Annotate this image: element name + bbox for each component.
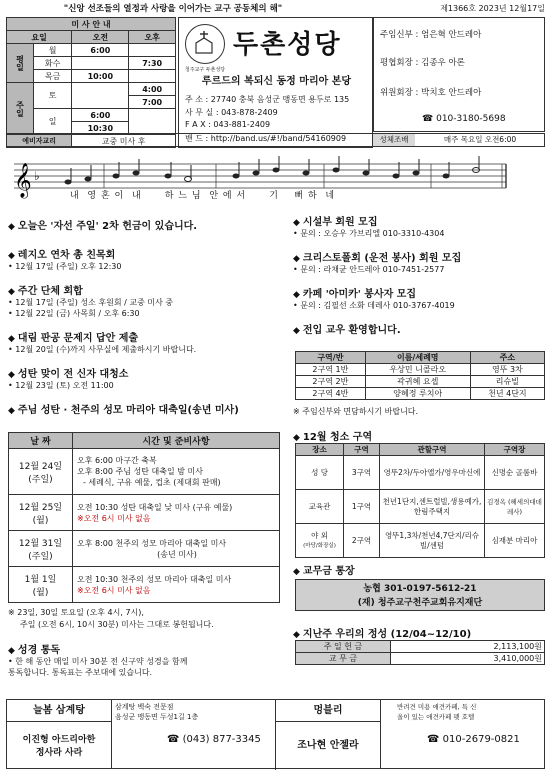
announce-title: ◆ 시설부 회원 모집 — [293, 217, 378, 228]
committee-line: 위원회장 : 박치호 안드레아 — [380, 88, 482, 98]
clean-zone: 3구역 — [344, 456, 380, 490]
pastor-line: 주임신부 : 엄은혁 안드레아 — [380, 30, 482, 40]
church-info-box — [178, 17, 373, 148]
member-zone: 2구역 4반 — [296, 388, 366, 400]
member-name: 곽귀혜 요셉 — [365, 376, 470, 388]
table-row — [296, 524, 545, 558]
prep-label: 예비자교리 — [7, 135, 72, 148]
announce-title: ◆ 대림 판공 문제지 답안 제출 — [8, 333, 139, 344]
member-name: 우상민 니콜라오 — [365, 364, 470, 376]
diamond-icon: ◆ — [8, 646, 15, 656]
ad-right-desc1: 반려견 미용 애견카페, 특 신 — [397, 703, 477, 711]
mass-am — [72, 57, 129, 70]
ad-left-name: 늘봄 삼계탕 — [7, 700, 112, 722]
mass-pm: 4:00 — [129, 83, 176, 96]
offering-title: ◆ 지난주 우리의 정성 (12/04~12/10) — [293, 629, 472, 640]
announce-title: ◆ 주간 단체 회합 — [8, 286, 83, 297]
christmas-title: ◆ 주님 성탄 · 천주의 성모 마리아 대축일(송년 미사) — [8, 405, 239, 416]
mass-am: 10:00 — [72, 70, 129, 83]
member-address: 리슈빌 — [470, 376, 544, 388]
col-time: 시간 및 준비사항 — [73, 433, 280, 449]
diamond-icon: ◆ — [293, 567, 300, 577]
ad-right-phone-number: 010-2679-0821 — [442, 734, 520, 745]
office-label: 사 무 실 — [185, 108, 214, 117]
mass-am — [72, 83, 129, 109]
address-value: : 27740 충북 음성군 맹동면 용두로 135 — [205, 95, 350, 104]
prep-value: 교중 미사 후 — [72, 135, 176, 148]
address-label: 주 소 — [185, 95, 203, 104]
table-row — [296, 653, 545, 665]
issue-info: 제1366호 2023년 12월17일 — [440, 4, 545, 13]
bible-line: 통독합니다. 통독표는 주보대에 있습니다. — [8, 668, 153, 677]
announce-bullet: • 12월 17일 (주일) 오후 12:30 — [8, 262, 122, 271]
mass-am: 6:00 — [72, 44, 129, 57]
clean-place: 교육관 — [296, 490, 344, 524]
event-date: 12월 25일 (월) — [9, 495, 73, 531]
new-members-table — [295, 351, 545, 400]
mass-am: 6:00 — [72, 109, 129, 122]
clean-leader: 김경옥 (헤세의대데레사) — [485, 490, 545, 524]
announce-bullet: • 문의 : 오승우 가브리엘 010-3310-4304 — [293, 229, 445, 238]
diamond-icon: ◆ — [293, 433, 300, 443]
bible-line: • 한 해 동안 매일 미사 30분 전 신구약 성경을 함께 — [8, 657, 188, 666]
diamond-icon: ◆ — [8, 406, 15, 416]
mass-day: 일 — [34, 109, 72, 135]
staff-phone-number: 010-3180-5698 — [436, 114, 506, 124]
ad-right-owner: 조나현 안젤라 — [276, 722, 381, 769]
ad-left-phone-number: (043) 877-3345 — [182, 734, 261, 745]
church-logo-icon — [185, 24, 225, 64]
diamond-icon: ◆ — [8, 251, 15, 261]
phone-icon: ☎ — [167, 734, 180, 745]
announce-bullet: • 12월 17일 (주일) 성소 후원회 / 교중 미사 중 — [8, 298, 174, 307]
mass-day: 목금 — [34, 70, 72, 83]
ad-left-addr1: 삼계탕 백숙 전문점 — [115, 703, 174, 711]
announce-bullet: • 문의 : 라채균 안드레아 010-7451-2577 — [293, 265, 445, 274]
fax-line — [185, 120, 270, 129]
col-area: 관할구역 — [380, 444, 485, 456]
band-link[interactable]: : http://band.us/#!/band/54160909 — [205, 134, 347, 143]
clean-area: 영뚜1,3차/천년4,7단지/리슈빌/센텀 — [380, 524, 485, 558]
mass-schedule-title: 미 사 안 내 — [7, 18, 176, 31]
ad-right-name: 멍블리 — [276, 700, 381, 722]
cleaning-table — [295, 443, 545, 558]
event-desc: 오후 8:00 천주의 성모 마리아 대축일 미사 (송년 미사) — [73, 531, 280, 567]
announce-bullet: • 문의 : 김필선 소화 데레사 010-3767-4019 — [293, 301, 455, 310]
clean-leader: 심재분 마리아 — [485, 524, 545, 558]
table-row — [296, 388, 545, 400]
col-am: 오전 — [72, 31, 129, 44]
bible-title: ◆ 성경 통독 — [8, 645, 61, 656]
col-pm: 오후 — [129, 31, 176, 44]
event-date: 12월 24일 (주일) — [9, 449, 73, 495]
table-row — [296, 641, 545, 653]
ad-right-phone — [427, 734, 520, 745]
mass-pm — [129, 70, 176, 83]
bible-section — [8, 641, 288, 678]
church-name: 두촌성당 — [233, 30, 342, 60]
clean-leader: 신명순 골롬바 — [485, 456, 545, 490]
mass-schedule-table — [6, 17, 176, 148]
right-announcements — [293, 213, 548, 336]
clean-zone: 2구역 — [344, 524, 380, 558]
col-leader: 구역장 — [485, 444, 545, 456]
band-label: 밴 드 — [185, 134, 203, 143]
diamond-icon: ◆ — [293, 290, 300, 300]
accounts-title: ◆ 교무금 통장 — [293, 566, 355, 577]
offering-table — [295, 640, 545, 665]
announce-title: ◆ 카페 '아미카' 봉사자 모집 — [293, 289, 417, 300]
ad-right-desc2: 올이 있는 애견카페 펫 호텔 — [397, 713, 475, 721]
weekday-label: 평일 — [7, 44, 34, 83]
left-announcements — [8, 217, 288, 416]
adoration-label: 성체조배 — [373, 134, 415, 146]
event-desc: 오후 6:00 마구간 축복 오후 8:00 주님 성탄 대축일 밤 미사 - 세례식, 구유 예물, 컵초 (제대회 판매) — [73, 449, 280, 495]
col-name: 이름/세례명 — [365, 352, 470, 364]
mass-day: 토 — [34, 83, 72, 109]
event-desc: 오전 10:30 천주의 성모 마리아 대축일 미사 ※오전 6시 미사 없음 — [73, 567, 280, 603]
christmas-footnote: ※ 23일, 30일 토요일 (오후 4시, 7시), — [8, 608, 144, 617]
event-date: 1월 1일 (월) — [9, 567, 73, 603]
announce-title: ◆ 레지오 연차 총 친목회 — [8, 250, 116, 261]
new-members-note: ※ 주임신부와 면담하시기 바랍니다. — [293, 407, 419, 416]
diamond-icon: ◆ — [293, 254, 300, 264]
offering-value: 3,410,000원 — [391, 653, 545, 665]
office-line — [185, 107, 278, 118]
mass-pm — [129, 44, 176, 57]
staff-box — [373, 17, 545, 132]
account-number: 농협 301-0197-5612-21 — [363, 584, 477, 594]
clean-place: 야 외 (마당/화장실) — [296, 524, 344, 558]
ads-box — [6, 699, 545, 769]
ad-left-addr2: 음성군 맹동면 두성1길 1층 — [115, 713, 199, 721]
event-date: 12월 31일 (주일) — [9, 531, 73, 567]
mass-am: 10:30 — [72, 122, 129, 135]
notice-strip — [6, 133, 545, 147]
slogan: "신앙 선조들의 열정과 사랑을 이어가는 교구 공동체의 해" — [63, 4, 283, 14]
diamond-icon: ◆ — [8, 370, 15, 380]
council-line: 평협회장 : 김종우 아론 — [380, 58, 465, 68]
announce-bullet: • 12월 23일 (토) 오전 11:00 — [8, 381, 114, 390]
mass-day: 월 — [34, 44, 72, 57]
member-address: 영뚜 3차 — [470, 364, 544, 376]
mass-pm: 7:30 — [129, 57, 176, 70]
mass-pm: 7:00 — [129, 96, 176, 109]
adoration-time: 매주 목요일 오전6:00 — [443, 135, 517, 144]
announce-bullet: • 12월 22일 (금) 사목회 / 오후 6:30 — [8, 309, 140, 318]
table-row — [296, 456, 545, 490]
treble-clef-icon: 𝄞 — [14, 163, 32, 198]
account-box — [295, 579, 545, 611]
member-name: 양혜정 루치아 — [365, 388, 470, 400]
col-zone: 구역 — [344, 444, 380, 456]
lyrics: 내 영 혼 이 내 하 느 님 안 에 서 기 뻐 하 네 — [70, 191, 336, 201]
office-value: : 043-878-2409 — [215, 108, 278, 117]
clean-area: 천년1단지,센트럴빌,생용예가,한림주택지 — [380, 490, 485, 524]
account-owner: (재) 청주교구천주교회유지재단 — [357, 598, 483, 608]
clean-area: 영뚜2차/두아앨가/영우마신에 — [380, 456, 485, 490]
diamond-icon: ◆ — [8, 287, 15, 297]
member-zone: 2구역 2반 — [296, 376, 366, 388]
announce-bullet: • 12월 20일 (수)까지 사무실에 제출하시기 바랍니다. — [8, 345, 197, 354]
table-row — [296, 490, 545, 524]
table-row — [296, 364, 545, 376]
diamond-icon: ◆ — [293, 326, 300, 336]
offering-label: 주 일 헌 금 — [296, 641, 391, 653]
clean-place: 성 당 — [296, 456, 344, 490]
col-zone: 구역/반 — [296, 352, 366, 364]
staff-phone — [422, 114, 506, 124]
diamond-icon: ◆ — [8, 222, 15, 232]
clean-zone: 1구역 — [344, 490, 380, 524]
phone-icon: ☎ — [427, 734, 440, 745]
fax-value: : 043-881-2409 — [208, 120, 271, 129]
ad-left-phone — [167, 734, 261, 745]
member-zone: 2구역 1반 — [296, 364, 366, 376]
col-date: 날 짜 — [9, 433, 73, 449]
mass-day: 화수 — [34, 57, 72, 70]
ad-left-owner: 이진형 아드리아한 정사라 사라 — [7, 722, 112, 769]
diamond-icon: ◆ — [293, 630, 300, 640]
mass-pm — [129, 109, 176, 135]
col-day: 요일 — [7, 31, 72, 44]
announce-title: ◆ 성탄 맞이 전 신자 대청소 — [8, 369, 129, 380]
weekend-label: 주일 — [7, 83, 34, 135]
phone-icon: ☎ — [422, 114, 434, 124]
new-members-title: ◆ 전입 교우 환영합니다. — [293, 325, 401, 336]
offering-label: 교 무 금 — [296, 653, 391, 665]
address-line — [185, 94, 349, 105]
logo-text: 청주교구 두촌성당 — [184, 67, 226, 73]
flat-icon: ♭ — [34, 169, 40, 183]
offering-value: 2,113,100원 — [391, 641, 545, 653]
member-address: 천년 4단지 — [470, 388, 544, 400]
diamond-icon: ◆ — [8, 334, 15, 344]
church-subtitle: 루르드의 복되신 동정 마리아 본당 — [201, 76, 352, 87]
fax-label: F A X — [185, 120, 206, 129]
announce-title: ◆ 오늘은 '자선 주일' 2차 헌금이 있습니다. — [8, 221, 198, 232]
col-place: 장소 — [296, 444, 344, 456]
event-desc: 오전 10:30 성탄 대축일 낮 미사 (구유 예물) ※오전 6시 미사 없음 — [73, 495, 280, 531]
cleaning-title: ◆ 12월 청소 구역 — [293, 432, 373, 443]
announce-title: ◆ 크리스토폴회 (운전 봉사) 회원 모집 — [293, 253, 462, 264]
music-staff — [6, 150, 545, 210]
col-address: 주소 — [470, 352, 544, 364]
christmas-footnote: 주일 (오전 6시, 10시 30분) 미사는 그대로 봉헌됩니다. — [20, 620, 214, 629]
christmas-table — [8, 432, 280, 603]
table-row — [296, 376, 545, 388]
diamond-icon: ◆ — [293, 218, 300, 228]
